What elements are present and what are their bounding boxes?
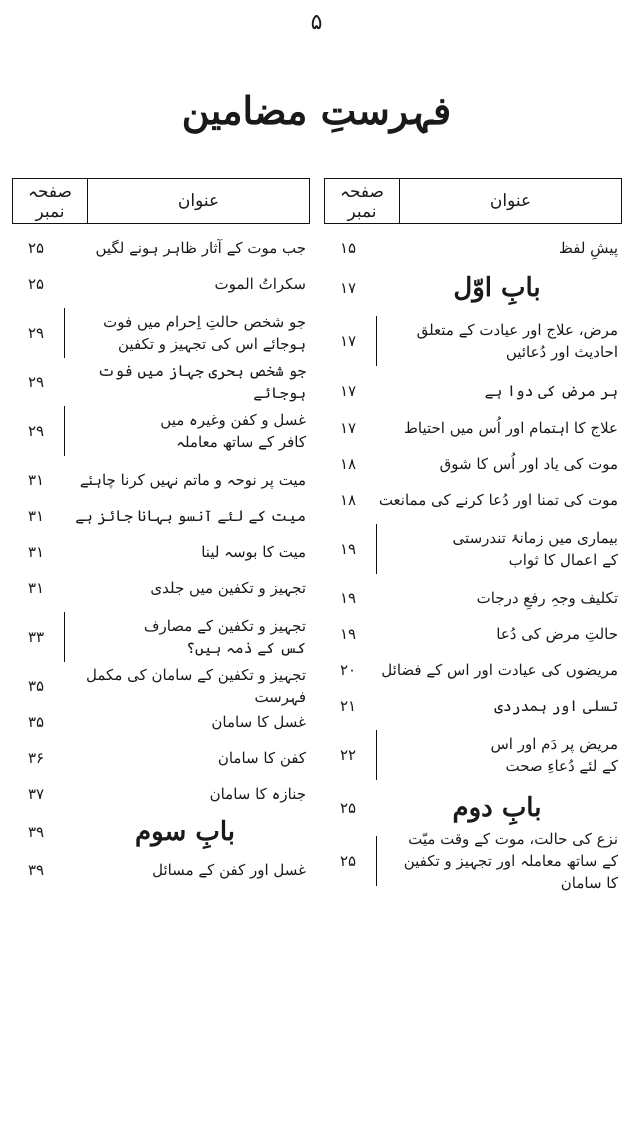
entry-page: ۳۱	[27, 579, 45, 597]
entry-title: تجہیز و تکفین میں جلدی	[150, 579, 306, 597]
entry-page: ۲۹	[27, 422, 45, 440]
brace	[376, 524, 387, 574]
entry-page: ۲۹	[27, 373, 45, 391]
entry-page: ۲۹	[27, 324, 45, 342]
entry-title: جو شخص بحری جہاز میں فوت ہوجائے	[97, 362, 306, 402]
entry-page: ۱۵	[339, 239, 357, 257]
toc-entry	[324, 830, 622, 892]
entry-page: ۱۹	[339, 540, 357, 558]
entry-title: سکراتُ الموت	[214, 275, 306, 293]
entry-title-line: کافر کے ساتھ معاملہ	[176, 433, 306, 451]
entry-title-line: نزع کی حالت، موت کے وقت میّت	[408, 830, 618, 848]
entry-title-line: احادیث اور دُعائیں	[505, 343, 618, 361]
entry-page: ۱۷	[339, 382, 357, 400]
entry-title	[391, 527, 622, 571]
entry-page: ۳۱	[27, 471, 45, 489]
entry-title: غسل کا سامان	[211, 713, 306, 731]
toc-entry	[324, 372, 622, 410]
entry-title: کفن کا سامان	[217, 749, 306, 767]
entry-title	[391, 319, 622, 363]
brace	[376, 316, 387, 366]
entry-title: حالتِ مرض کی دُعا	[496, 625, 618, 643]
entry-title: پیشِ لفظ	[559, 239, 618, 257]
entry-page: ۳۶	[27, 749, 45, 767]
toc-header	[12, 178, 310, 224]
entry-title-line: کے ساتھ معاملہ اور تجہیز و تکفین کا سامان	[403, 852, 618, 892]
toc-entry	[324, 652, 622, 688]
entry-title-line: کے لئے دُعاءِ صحت	[505, 757, 618, 775]
entry-page: ۱۹	[339, 625, 357, 643]
toc-entry	[324, 724, 622, 786]
entry-title: تکلیف وجہِ رفعِ درجات	[476, 589, 618, 607]
entry-title-line: کے اعمال کا ثواب	[508, 551, 618, 569]
entry-title: میت کے لئے آنسو بہانا جائز ہے	[75, 507, 306, 525]
brace	[64, 308, 75, 358]
entry-title: مریضوں کی عیادت اور اس کے فضائل	[381, 661, 618, 679]
entry-page: ۱۹	[339, 589, 357, 607]
toc-entry	[12, 364, 310, 400]
toc-entry	[324, 446, 622, 482]
entry-page: ۳۵	[27, 713, 45, 731]
entry-title-line: مریض پر دَم اور اس	[490, 735, 618, 753]
entry-title	[79, 615, 310, 659]
entry-title-line: غسل و کفن وغیرہ میں	[160, 411, 306, 429]
entry-title: میت پر نوحہ و ماتم نہیں کرنا چاہئے	[79, 471, 306, 489]
header-page-label: صفحہ نمبر	[325, 179, 400, 223]
toc-entry	[324, 518, 622, 580]
toc-entry	[12, 498, 310, 534]
chapter-heading	[324, 786, 622, 830]
toc-entry	[12, 534, 310, 570]
entry-title: ہر مرض کی دوا ہے	[484, 382, 618, 400]
header-page-label: صفحہ نمبر	[13, 179, 88, 223]
header-title-label: عنوان	[489, 191, 532, 211]
toc-entry	[12, 302, 310, 364]
entry-page: ۳۵	[27, 677, 45, 695]
entry-page: ۱۷	[339, 419, 357, 437]
entry-title: جنازہ کا سامان	[209, 785, 306, 803]
toc-entry	[12, 606, 310, 668]
entry-page: ۱۷	[339, 332, 357, 350]
entry-page: ۳۳	[27, 628, 45, 646]
entry-title-line: جو شخص حالتِ اِحرام میں فوت	[103, 313, 306, 331]
entry-title: موت کی تمنا اور دُعا کرنے کی ممانعت	[378, 491, 618, 509]
brace	[64, 612, 75, 662]
entry-page: ۲۵	[27, 275, 45, 293]
toc-entry	[324, 230, 622, 266]
entry-title: جب موت کے آثار ظاہر ہونے لگیں	[95, 239, 306, 257]
toc-rows-right	[324, 230, 622, 892]
toc-entry	[324, 482, 622, 518]
entry-page: ۱۷	[339, 279, 357, 297]
chapter-heading	[12, 812, 310, 852]
entry-title: غسل اور کفن کے مسائل	[152, 861, 306, 879]
entry-page: ۳۹	[27, 861, 45, 879]
entry-title: موت کی یاد اور اُس کا شوق	[439, 455, 618, 473]
toc-entry	[12, 266, 310, 302]
entry-title: تسلی اور ہمدردی	[494, 697, 618, 715]
toc-entry	[12, 668, 310, 704]
toc-entry	[12, 230, 310, 266]
entry-page: ۲۱	[339, 697, 357, 715]
entry-page: ۲۲	[339, 746, 357, 764]
entry-title: علاج کا اہتمام اور اُس میں احتیاط	[404, 419, 618, 437]
entry-page: ۱۸	[339, 455, 357, 473]
toc-rows-left	[12, 230, 310, 888]
chapter-heading	[324, 266, 622, 310]
entry-page: ۱۸	[339, 491, 357, 509]
entry-title: بابِ سوم	[134, 817, 235, 847]
toc-entry	[12, 704, 310, 740]
toc-column-right	[324, 178, 622, 892]
entry-page: ۳۱	[27, 507, 45, 525]
brace	[64, 406, 75, 456]
toc-entry	[324, 616, 622, 652]
toc-entry	[12, 740, 310, 776]
brace	[376, 730, 387, 780]
entry-title	[391, 828, 622, 894]
entry-title-line: کس کے ذمہ ہیں؟	[186, 639, 306, 657]
entry-title	[79, 409, 310, 453]
page-number: ۵	[310, 10, 323, 35]
entry-title	[79, 311, 310, 355]
entry-title: بابِ دوم	[452, 793, 542, 823]
entry-title: بابِ اوّل	[453, 273, 541, 303]
entry-title-line: بیماری میں زمانۂ تندرستی	[452, 529, 618, 547]
page-title: فہرستِ مضامین	[181, 88, 452, 133]
entry-page: ۳۱	[27, 543, 45, 561]
header-title-label: عنوان	[177, 191, 220, 211]
entry-page: ۲۵	[339, 799, 357, 817]
toc-entry	[12, 852, 310, 888]
entry-title-line: مرض، علاج اور عیادت کے متعلق	[416, 321, 618, 339]
entry-title-line: ہوجائے اس کی تجہیز و تکفین	[118, 335, 306, 353]
toc-entry	[12, 776, 310, 812]
brace	[376, 836, 387, 886]
entry-page: ۳۹	[27, 823, 45, 841]
toc-entry	[12, 400, 310, 462]
toc-entry	[12, 570, 310, 606]
entry-title	[391, 733, 622, 777]
entry-page: ۳۷	[27, 785, 45, 803]
entry-page: ۲۰	[339, 661, 357, 679]
toc-column-left	[12, 178, 310, 888]
entry-title: میت کا بوسہ لینا	[201, 543, 306, 561]
toc-header	[324, 178, 622, 224]
entry-title: تجہیز و تکفین کے سامان کی مکمل فہرست	[86, 666, 306, 706]
entry-title-line: تجہیز و تکفین کے مصارف	[143, 617, 306, 635]
entry-page: ۲۵	[339, 852, 357, 870]
toc-entry	[324, 410, 622, 446]
toc-entry	[324, 580, 622, 616]
toc-entry	[324, 310, 622, 372]
toc-entry	[324, 688, 622, 724]
toc-entry	[12, 462, 310, 498]
entry-page: ۲۵	[27, 239, 45, 257]
